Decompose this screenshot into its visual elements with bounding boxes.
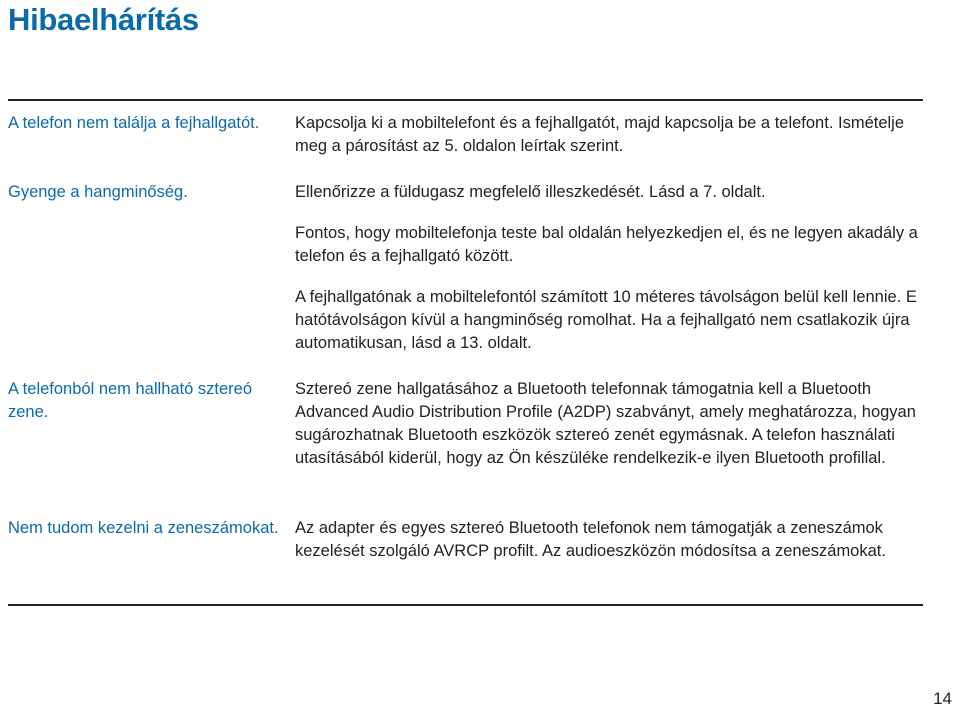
solution-paragraph: Kapcsolja ki a mobiltelefont és a fejhallgatót, majd kapcsolja be a telefont. Ismételje meg a párosítást az 5. oldalon leírtak szerint. (295, 114, 905, 155)
table-top-rule (8, 99, 923, 101)
issue-phone-not-found: A telefon nem találja a fejhallgatót. (8, 114, 260, 132)
solution-paragraph: Az adapter és egyes sztereó Bluetooth telefonok nem támogatják a zeneszámok kezelését szolgáló AVRCP profilt. Az audioeszközön módosítsa a zeneszámokat. (295, 519, 886, 560)
issue-cannot-control-tracks: Nem tudom kezelni a zeneszámokat. (8, 519, 279, 537)
table-bottom-rule (8, 604, 923, 606)
page-title: Hibaelhárítás (8, 2, 199, 37)
issue-poor-sound-quality: Gyenge a hangminőség. (8, 183, 188, 201)
solution-paragraph: A fejhallgatónak a mobiltelefontól számított 10 méteres távolságon belül kell lennie. E hatótávolságon kívül a hangminőség romolhat. Ha a fejhallgató nem csatlakozik újra automatikusan, lásd a 13. oldalt. (295, 288, 917, 352)
solution-paragraph: Sztereó zene hallgatásához a Bluetooth telefonnak támogatnia kell a Bluetooth Advanced Audio Distribution Profile (A2DP) szabványt, amely meghatározza, hogyan sugározhatnak Bluetooth eszközök sztereó zenét egymásnak. A telefon használati utasításából kiderül, hogy az Ön készüléke rendelkezik-e ilyen Bluetooth profillal. (295, 380, 916, 467)
page-number: 14 (933, 689, 952, 708)
solution-paragraph: Fontos, hogy mobiltelefonja teste bal oldalán helyezkedjen el, és ne legyen akadály a telefon és a fejhallgató között. (295, 224, 918, 265)
issue-no-stereo-music: A telefonból nem hallható sztereó zene. (8, 380, 252, 421)
solution-paragraph: Ellenőrizze a füldugasz megfelelő illeszkedését. Lásd a 7. oldalt. (295, 183, 766, 201)
